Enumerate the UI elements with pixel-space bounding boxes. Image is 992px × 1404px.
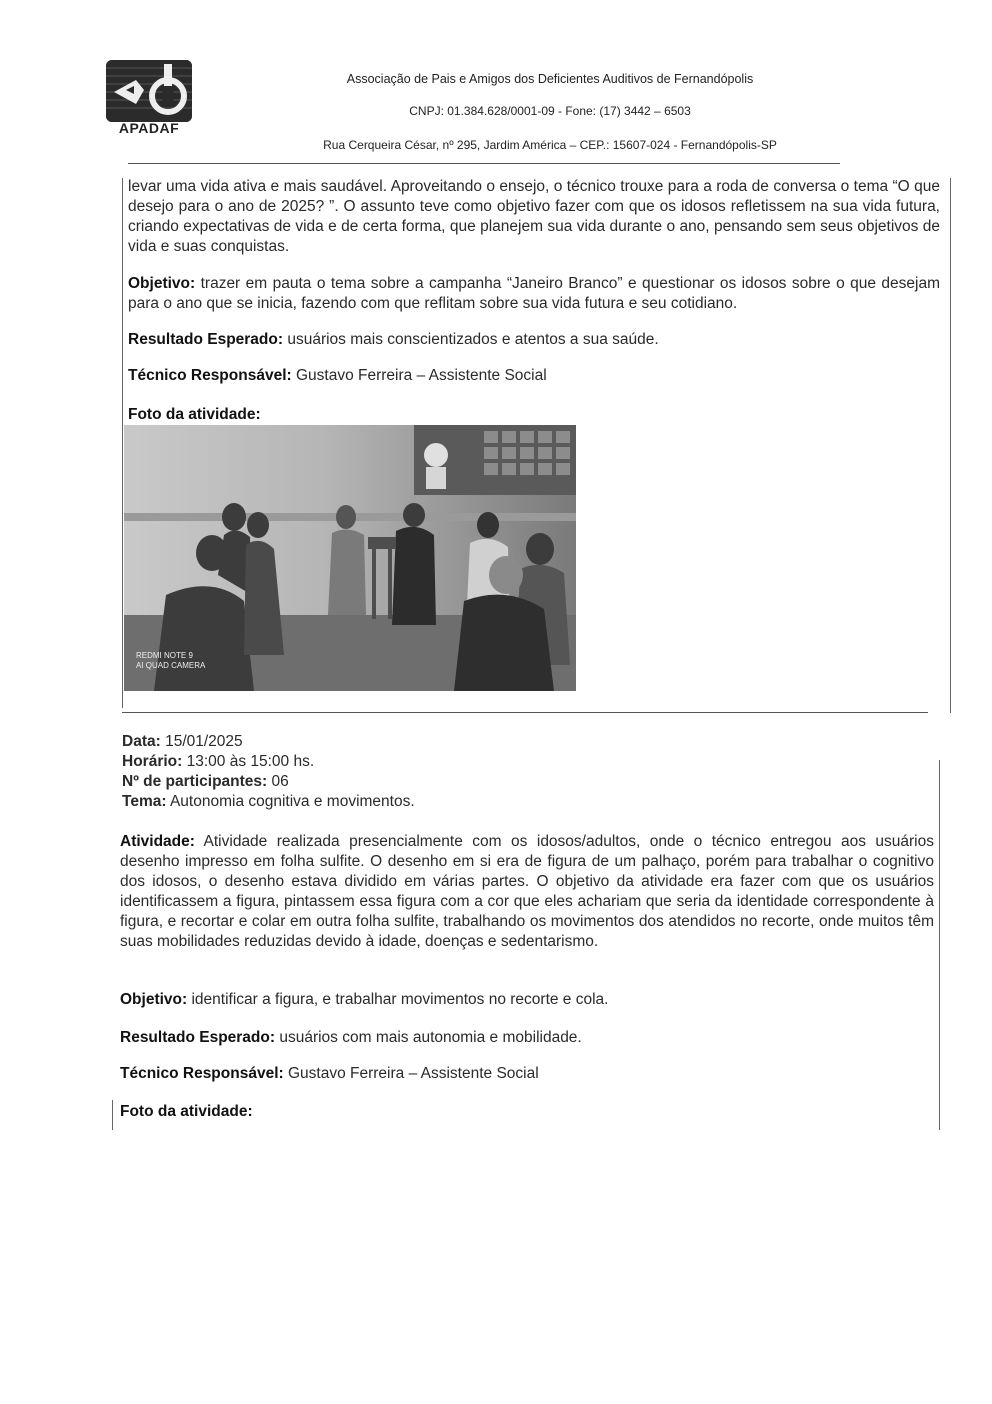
- ear-logo-icon: [106, 60, 192, 122]
- logo-emblem: [106, 60, 192, 122]
- tecnico-text: Gustavo Ferreira – Assistente Social: [291, 367, 547, 384]
- frame-border-left: [122, 178, 123, 708]
- activity2-objetivo: [120, 990, 934, 1010]
- activity2-atividade: [120, 832, 934, 952]
- activity2-foto-label: [120, 1102, 934, 1122]
- frame-border-left-lower: [112, 1100, 113, 1130]
- data-label: Data:: [122, 733, 161, 750]
- tema-label: Tema:: [122, 793, 167, 810]
- horario-label: Horário:: [122, 753, 183, 770]
- participantes-value: 06: [267, 773, 289, 790]
- horario-value: 13:00 às 15:00 hs.: [182, 753, 315, 770]
- activity2-resultado: [120, 1028, 934, 1048]
- participantes-label: Nº de participantes:: [122, 773, 268, 790]
- tecnico-text: Gustavo Ferreira – Assistente Social: [283, 1065, 539, 1082]
- atividade-text: Atividade realizada presencialmente com os idosos/adultos, onde o técnico entregou aos usuários desenho impresso em folha sulfite. O desenho em si era de figura de um palhaço, porém para trabalhar o cognitivo dos idosos, o desenho estava dividido em várias partes. O objetivo da atividade era fazer com que os usuários identificassem a figura, pintassem essa figura com a cor que eles achariam que seria da identidade correspondente à figura, e recortar e colar em outra folha sulfite, trabalhando os movimentos dos atendidos no recorte, onde muitos têm suas mobilidades reduzidas devido à idade, doenças e sedentarismo.: [120, 833, 934, 950]
- section-divider: [122, 712, 928, 713]
- foto-label: Foto da atividade:: [120, 1103, 253, 1120]
- activity1-tecnico: [128, 366, 940, 386]
- watermark-line-1: REDMI NOTE 9: [136, 651, 193, 660]
- org-name: Associação de Pais e Amigos dos Deficientes Auditivos de Fernandópolis: [346, 72, 754, 86]
- activity2-tema: [122, 792, 415, 812]
- objetivo-label: Objetivo:: [128, 275, 196, 292]
- logo-text: APADAF: [118, 120, 180, 136]
- frame-border-right-lower: [939, 760, 940, 1130]
- apadaf-logo: [104, 60, 194, 136]
- atividade-label: Atividade:: [120, 833, 195, 850]
- watermark-line-2: AI QUAD CAMERA: [136, 661, 206, 670]
- activity2-data: [122, 732, 243, 752]
- header-divider: [128, 163, 840, 164]
- photo-watermark: [136, 651, 205, 671]
- address: Rua Cerqueira César, nº 295, Jardim América – CEP.: 15607-024 - Fernandópolis-SP: [323, 138, 777, 152]
- activity2-horario: [122, 752, 314, 772]
- cnpj-phone: CNPJ: 01.384.628/0001-09 - Fone: (17) 3442 – 6503: [409, 104, 691, 118]
- resultado-label: Resultado Esperado:: [120, 1029, 276, 1046]
- activity1-resultado: [128, 330, 940, 350]
- tecnico-label: Técnico Responsável:: [120, 1065, 284, 1082]
- frame-border-right: [950, 178, 951, 713]
- resultado-label: Resultado Esperado:: [128, 331, 284, 348]
- activity-photo: [124, 425, 576, 691]
- objetivo-label: Objetivo:: [120, 991, 188, 1008]
- resultado-text: usuários com mais autonomia e mobilidade.: [275, 1029, 582, 1046]
- data-value: 15/01/2025: [160, 733, 243, 750]
- activity1-foto-label: [128, 405, 940, 425]
- tecnico-label: Técnico Responsável:: [128, 367, 292, 384]
- objetivo-text: trazer em pauta o tema sobre a campanha “Janeiro Branco” e questionar os idosos sobre o que desejam para o ano que se inicia, fazendo com que reflitam sobre sua vida futura e seu cotidiano.: [128, 275, 940, 312]
- activity1-intro: levar uma vida ativa e mais saudável. Aproveitando o ensejo, o técnico trouxe para a roda de conversa o tema “O que desejo para o ano de 2025? ”. O assunto teve como objetivo fazer com que os idosos refletissem na sua vida futura, criando expectativas de vida e de certa forma, que planejem sua vida durante o ano, pensando sem seus objetivos de vida e suas conquistas.: [128, 178, 940, 255]
- foto-label: Foto da atividade:: [128, 406, 261, 423]
- activity1-objetivo: [128, 274, 940, 314]
- resultado-text: usuários mais conscientizados e atentos a sua saúde.: [283, 331, 659, 348]
- objetivo-text: identificar a figura, e trabalhar movimentos no recorte e cola.: [187, 991, 609, 1008]
- tema-value: Autonomia cognitiva e movimentos.: [166, 793, 415, 810]
- activity2-participantes: [122, 772, 289, 792]
- activity2-tecnico: [120, 1064, 934, 1084]
